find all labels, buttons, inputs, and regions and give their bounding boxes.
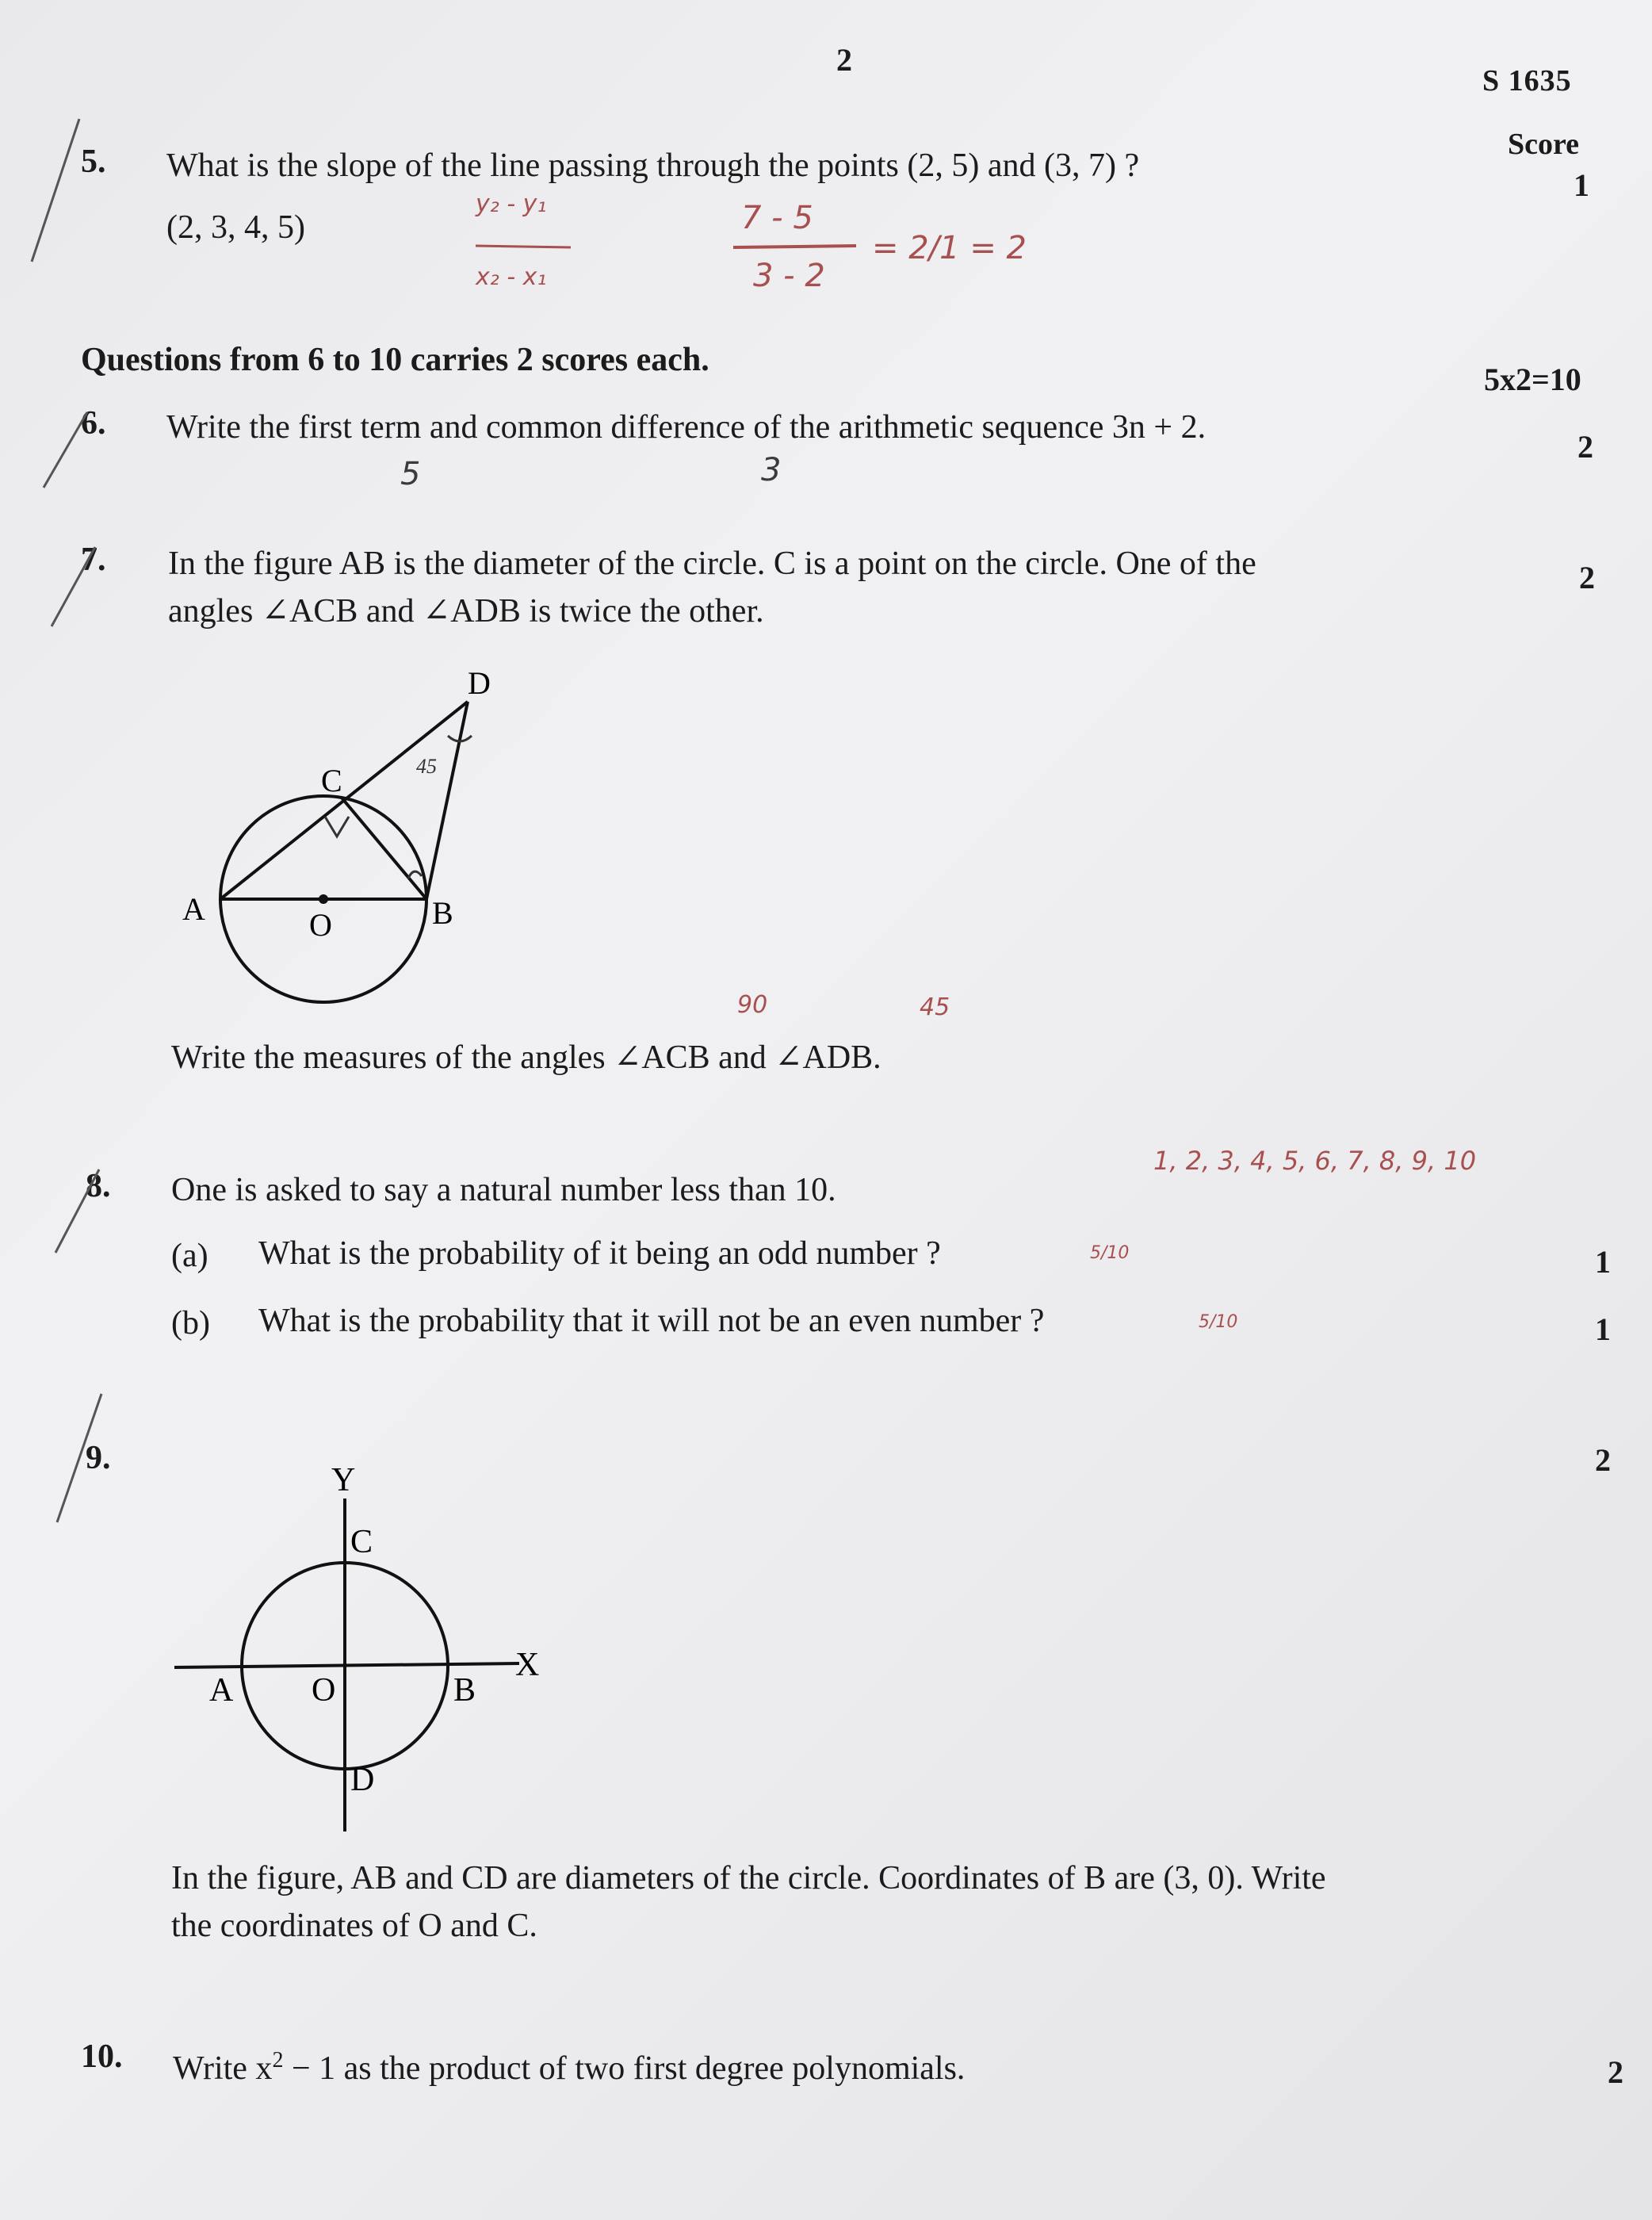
question-8-hand-list: 1, 2, 3, 4, 5, 6, 7, 8, 9, 10 xyxy=(1153,1146,1477,1176)
figure-7-label-d: D xyxy=(468,665,491,701)
question-8b-hand: 5/10 xyxy=(1199,1312,1238,1332)
x-axis xyxy=(174,1663,519,1667)
question-6-tick-mark xyxy=(0,381,159,507)
section-instruction: Questions from 6 to 10 carries 2 scores each. xyxy=(81,342,709,378)
hand-angle-mark-c xyxy=(325,817,349,836)
question-5-handwritten-points: (2, 3, 4, 5) xyxy=(166,209,305,246)
question-5-hand-formula-num: y₂ - y₁ xyxy=(476,190,547,218)
question-8a-score: 1 xyxy=(1595,1244,1611,1280)
question-10-text xyxy=(173,2038,965,2092)
question-8a-hand: 5/10 xyxy=(1090,1243,1130,1263)
figure-9-label-x: X xyxy=(515,1647,540,1683)
question-9-text-line-2: the coordinates of O and C. xyxy=(171,1908,537,1944)
figure-7-label-o: O xyxy=(309,907,332,943)
question-6-number: 6. xyxy=(81,405,106,442)
question-6-text: Write the first term and common difference of the arithmetic sequence 3n + 2. xyxy=(166,409,1206,446)
score-column-heading: Score xyxy=(1508,128,1580,161)
question-5-score: 1 xyxy=(1574,167,1589,203)
question-7-text-line-1: In the figure AB is the diameter of the circle. C is a point on the circle. One of the xyxy=(168,545,1256,582)
question-5-hand-calc-num: 7 - 5 xyxy=(741,200,813,236)
question-7-figure xyxy=(159,658,555,1015)
question-6-hand-difference: 3 xyxy=(761,452,782,488)
question-9-number: 9. xyxy=(86,1440,111,1476)
question-8a-label: (a) xyxy=(171,1238,208,1274)
question-10-exponent: 2 xyxy=(272,2048,284,2073)
question-8b-text: What is the probability that it will not be an even number ? xyxy=(258,1303,1045,1339)
question-5-hand-marks xyxy=(0,0,1652,333)
figure-9-label-d: D xyxy=(350,1762,375,1798)
question-5-number: 5. xyxy=(81,144,106,180)
question-7-tick-mark xyxy=(0,507,159,650)
question-10-text-post: − 1 as the product of two first degree polynomials. xyxy=(283,2050,966,2087)
question-9-tick-mark xyxy=(0,1380,159,1538)
figure-7-label-c: C xyxy=(321,763,342,798)
question-9-score: 2 xyxy=(1595,1442,1611,1478)
question-7-followup: Write the measures of the angles ∠ACB and ∠ADB. xyxy=(171,1039,881,1076)
question-10-score: 2 xyxy=(1608,2054,1623,2090)
figure-9-label-b: B xyxy=(453,1672,476,1709)
question-5-text: What is the slope of the line passing through the points (2, 5) and (3, 7) ? xyxy=(166,147,1140,184)
figure-9-label-o: O xyxy=(312,1672,336,1709)
question-7-number: 7. xyxy=(81,542,106,578)
center-point xyxy=(319,894,328,904)
question-5-hand-formula-den: x₂ - x₁ xyxy=(476,263,547,291)
paper-code: S 1635 xyxy=(1482,64,1572,98)
question-10-number: 10. xyxy=(81,2038,123,2075)
question-5-hand-result: = 2/1 = 2 xyxy=(872,230,1027,266)
question-7-text-line-2: angles ∠ACB and ∠ADB is twice the other. xyxy=(168,593,764,630)
figure-7-label-a: A xyxy=(182,891,205,927)
question-6-score: 2 xyxy=(1577,429,1593,465)
question-8b-score: 1 xyxy=(1595,1311,1611,1347)
question-10-text-pre: Write x xyxy=(173,2050,273,2087)
question-7-score: 2 xyxy=(1579,560,1595,595)
section-score: 5x2=10 xyxy=(1484,362,1581,397)
question-8-text: One is asked to say a natural number less than 10. xyxy=(171,1172,836,1208)
question-8a-text: What is the probability of it being an odd number ? xyxy=(258,1235,941,1272)
figure-9-label-y: Y xyxy=(331,1462,356,1498)
figure-9-label-c: C xyxy=(350,1524,373,1560)
figure-7-label-b: B xyxy=(432,895,453,931)
question-7-hand-acb: 90 xyxy=(737,991,768,1019)
page-number: 2 xyxy=(836,42,852,78)
question-7-hand-adb: 45 xyxy=(920,993,950,1021)
question-8-number: 8. xyxy=(86,1168,111,1204)
question-9-text-line-1: In the figure, AB and CD are diameters of the circle. Coordinates of B are (3, 0). Write xyxy=(171,1860,1326,1897)
question-5-hand-calc-den: 3 - 2 xyxy=(753,258,825,294)
question-9-figure xyxy=(159,1459,571,1839)
figure-9-label-a: A xyxy=(209,1672,234,1709)
figure-7-hand-angle-d: 45 xyxy=(416,755,437,778)
question-6-hand-first-term: 5 xyxy=(400,456,421,492)
question-8-tick-mark xyxy=(0,1126,159,1269)
question-8b-label: (b) xyxy=(171,1305,210,1342)
